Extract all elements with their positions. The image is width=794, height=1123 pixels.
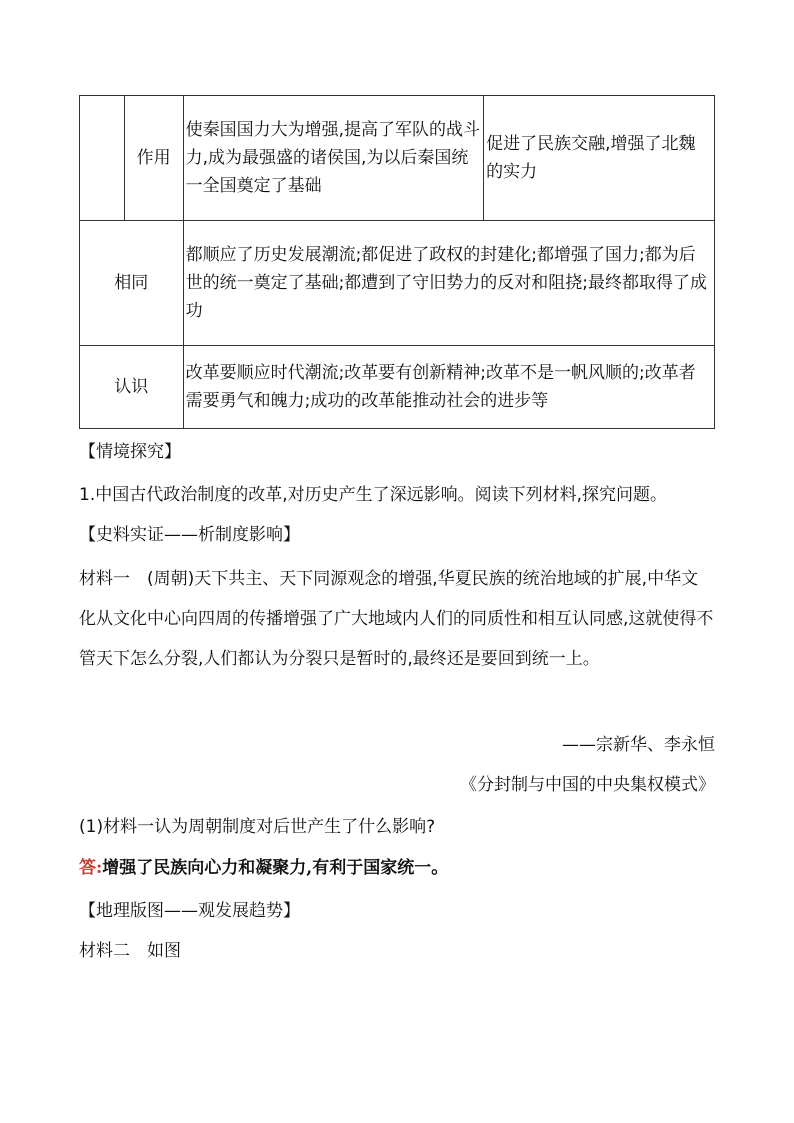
section-heading-geography: 【地理版图——观发展趋势】: [79, 901, 300, 921]
section-heading-situation: 【情境探究】: [79, 442, 181, 462]
material-one-text: 材料一 (周朝)天下共主、天下同源观念的增强,华夏民族的统治地域的扩展,中华文化从文化中心向四周的传播增强了广大地域内人们的同质性和相互认同感,这就使得不管天下怎么分裂,人们都认为分裂只是暂时的,最终还是要回到统一上。: [79, 569, 714, 669]
row-label-understanding: 认识: [80, 346, 184, 429]
similarity-cell: 都顺应了历史发展潮流;都促进了政权的封建化;都增强了国力;都为后世的统一奠定了基础;都遭到了守旧势力的反对和阻挠;最终都取得了成功: [183, 221, 714, 346]
answer-label: 答:: [79, 858, 103, 878]
material-two-label: 材料二 如图: [79, 941, 181, 961]
row-label-similarity: 相同: [80, 221, 184, 346]
answer-text: 增强了民族向心力和凝聚力,有利于国家统一。: [102, 858, 449, 878]
material-one-author: ——宗新华、李永恒: [562, 735, 715, 755]
table-row-effect: [80, 96, 715, 221]
table-row-similarity: [80, 221, 715, 346]
table-row-understanding: [80, 346, 715, 429]
question-intro: 1.中国古代政治制度的改革,对历史产生了深远影响。阅读下列材料,探究问题。: [79, 485, 668, 505]
table-cell-blank: [80, 96, 125, 221]
material-one-source: 《分封制与中国的中央集权模式》: [460, 775, 715, 795]
effect-qin-cell: 使秦国国力大为增强,提高了军队的战斗力,成为最强盛的诸侯国,为以后秦国统一全国奠定了基础: [183, 96, 484, 221]
row-label-effect: 作用: [124, 96, 183, 221]
question-one: (1)材料一认为周朝制度对后世产生了什么影响?: [79, 817, 436, 837]
answer-one: [79, 854, 719, 882]
section-heading-historical-evidence: 【史料实证——析制度影响】: [79, 525, 300, 545]
understanding-cell: 改革要顺应时代潮流;改革要有创新精神;改革不是一帆风顺的;改革者需要勇气和魄力;成功的改革能推动社会的进步等: [183, 346, 714, 429]
reform-comparison-table: [79, 95, 715, 429]
effect-beiwei-cell: 促进了民族交融,增强了北魏的实力: [484, 96, 715, 221]
